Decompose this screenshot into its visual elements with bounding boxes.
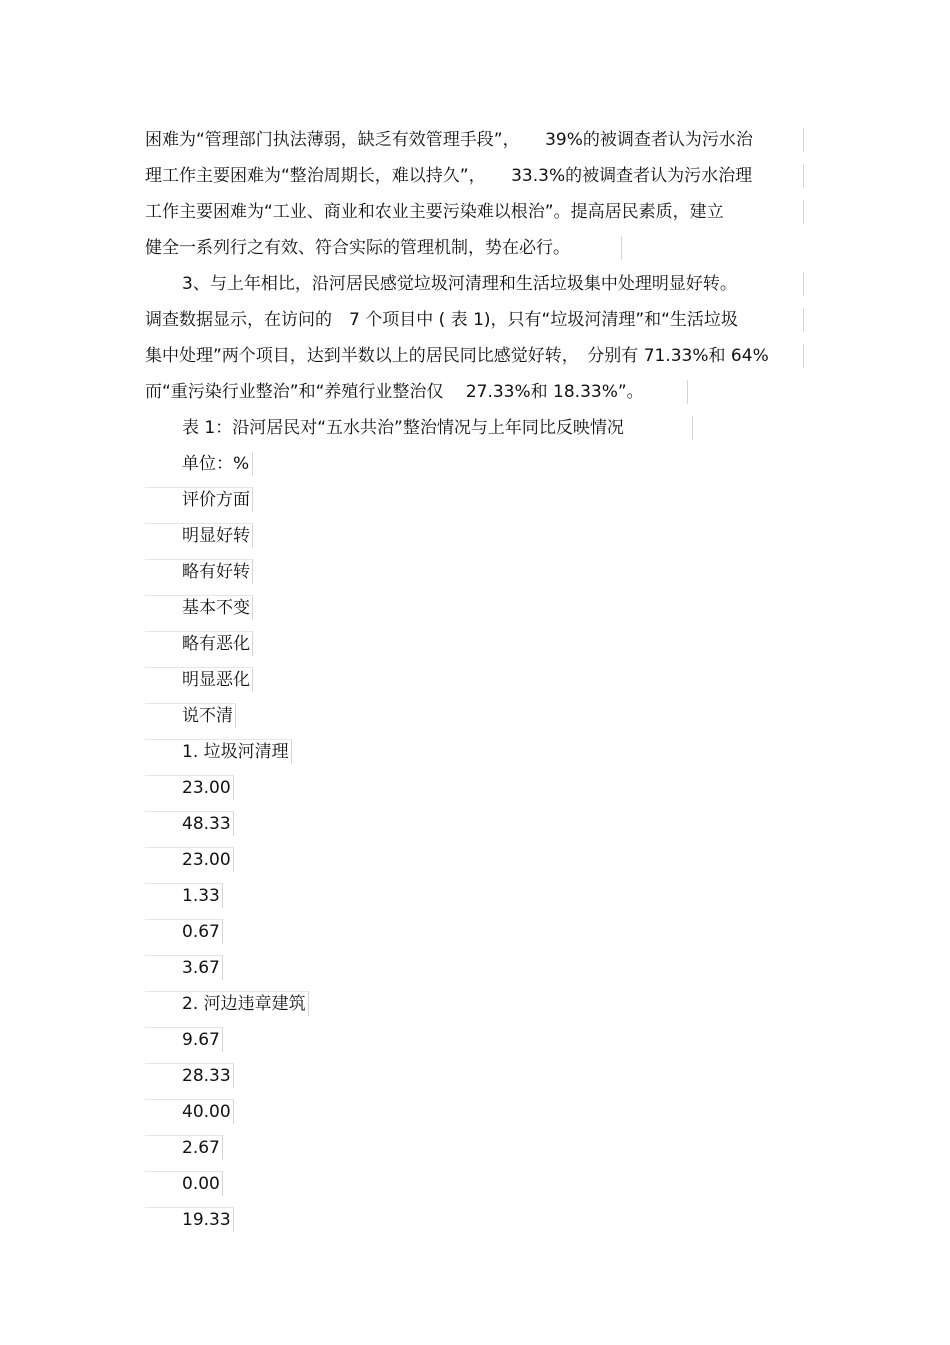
table-cell: 48.33 <box>145 811 234 836</box>
table-unit: 单位：% <box>182 452 253 476</box>
table-header-cell: 略有好转 <box>145 559 253 584</box>
paragraph-line: 调查数据显示，在访问的 7 个项目中 ( 表 1)，只有“垃圾河清理”和“生活垃圾 <box>145 308 804 332</box>
table-cell: 3.67 <box>145 955 223 980</box>
table-cell: 40.00 <box>145 1099 234 1124</box>
table-header-cell: 说不清 <box>145 703 236 728</box>
table-cell: 2.67 <box>145 1135 223 1160</box>
table-cell: 23.00 <box>145 775 234 800</box>
table-cell: 0.00 <box>145 1171 223 1196</box>
table-cell: 0.67 <box>145 919 223 944</box>
table-cell: 19.33 <box>145 1207 234 1232</box>
table-header-cell: 明显好转 <box>145 523 253 548</box>
paragraph-line: 健全一系列行之有效、符合实际的管理机制，势在必行。 <box>145 236 622 260</box>
table-cell: 1.33 <box>145 883 223 908</box>
table-header-cell: 评价方面 <box>145 487 253 512</box>
paragraph-line: 而“重污染行业整治”和“养殖行业整治仅 27.33%和 18.33%”。 <box>145 380 688 404</box>
paragraph-line: 困难为“管理部门执法薄弱，缺乏有效管理手段”， 39%的被调查者认为污水治 <box>145 128 804 152</box>
table-cell: 23.00 <box>145 847 234 872</box>
table-cell: 9.67 <box>145 1027 223 1052</box>
table-row-label: 2. 河边违章建筑 <box>145 991 309 1016</box>
table-row-label: 1. 垃圾河清理 <box>145 739 292 764</box>
table-header-cell: 明显恶化 <box>145 667 253 692</box>
paragraph-line: 工作主要困难为“工业、商业和农业主要污染难以根治”。提高居民素质，建立 <box>145 200 804 224</box>
table-header-cell: 基本不变 <box>145 595 253 620</box>
paragraph-line: 理工作主要困难为“整治周期长，难以持久”， 33.3%的被调查者认为污水治理 <box>145 164 804 188</box>
table-cell: 28.33 <box>145 1063 234 1088</box>
paragraph-line: 集中处理”两个项目，达到半数以上的居民同比感觉好转， 分别有 71.33%和 64% <box>145 344 804 368</box>
table-header-cell: 略有恶化 <box>145 631 253 656</box>
table-caption: 表 1：沿河居民对“五水共治”整治情况与上年同比反映情况 <box>182 416 693 440</box>
paragraph-line: 3、与上年相比，沿河居民感觉垃圾河清理和生活垃圾集中处理明显好转。 <box>182 272 804 296</box>
